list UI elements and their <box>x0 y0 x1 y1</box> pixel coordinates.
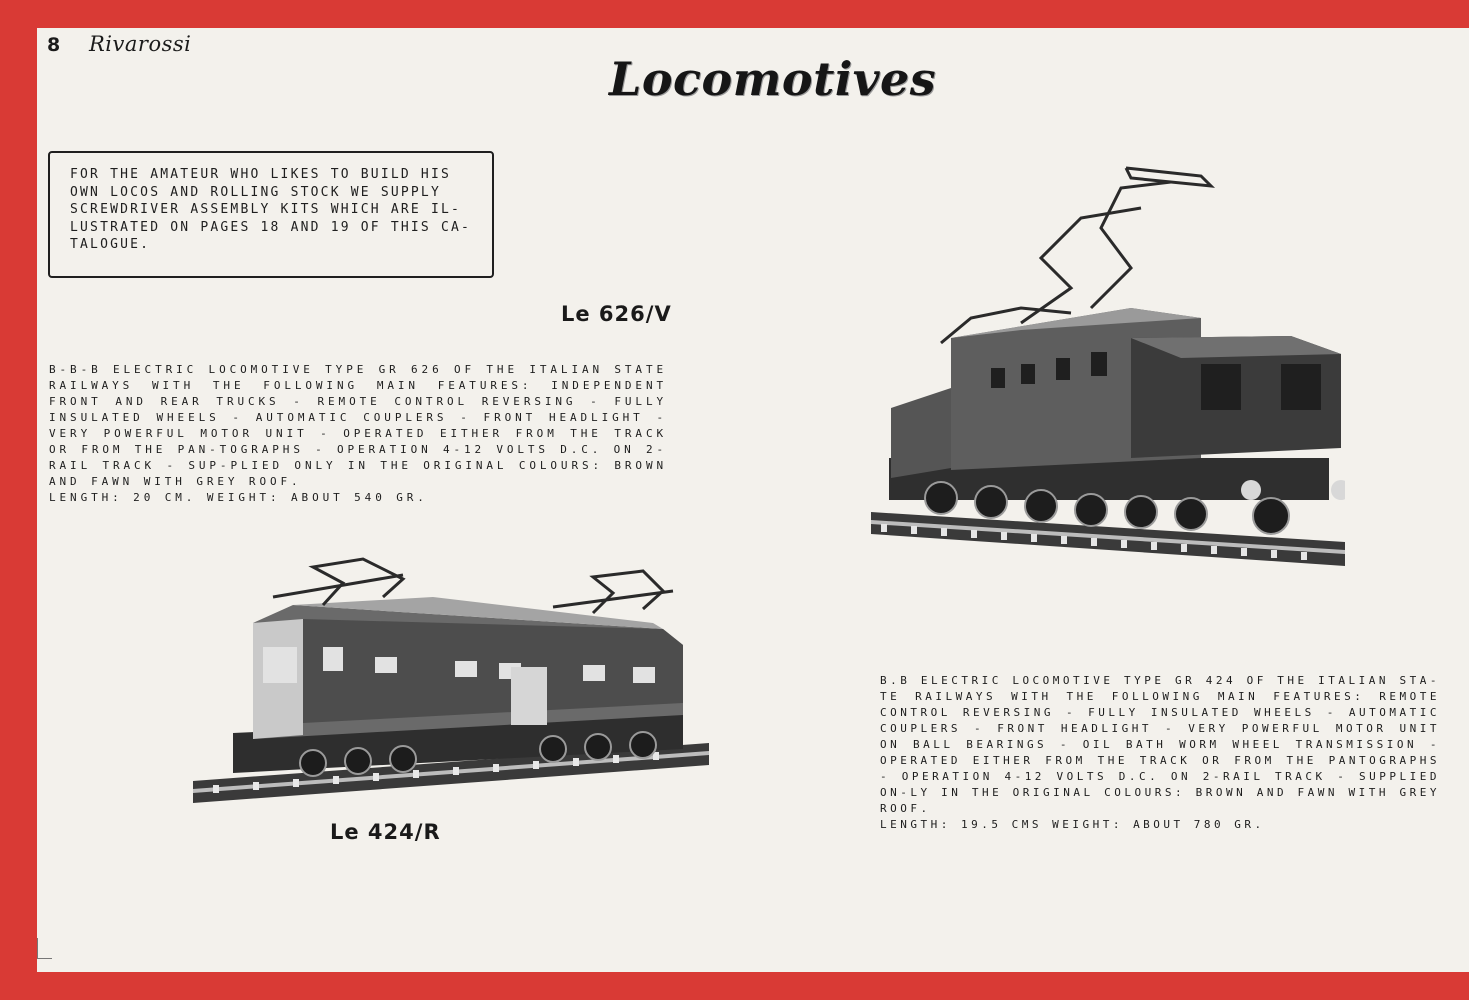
notice-line: LUSTRATED ON PAGES 18 AND 19 OF THIS CA- <box>70 219 472 235</box>
le626-locomotive-photo <box>871 158 1345 570</box>
model-label-le424: Le 424/R <box>330 820 441 844</box>
description-le424 <box>880 673 1440 833</box>
description-le626 <box>49 362 667 506</box>
kit-notice-box <box>48 151 494 278</box>
model-label-le626: Le 626/V <box>561 302 672 326</box>
specs-text: LENGTH: 19.5 CMS WEIGHT: ABOUT 780 GR. <box>880 818 1265 831</box>
specs-text: LENGTH: 20 CM. WEIGHT: ABOUT 540 GR. <box>49 491 428 504</box>
description-text: B-B-B ELECTRIC LOCOMOTIVE TYPE GR 626 OF THE ITALIAN STATE RAILWAYS WITH THE FOLLOWING MAIN FEATURES: INDEPENDENT FRONT AND REAR TRUCKS - REMOTE CONTROL REVERSING - FULLY INSULATED WHEELS - AUTOMATIC COUPLERS - FRONT HEADLIGHT - VERY POWERFUL MOTOR UNIT - OPERATED EITHER FROM THE TRACK OR FROM THE PAN-TOGRAPHS - OPERATION 4-12 VOLTS D.C. ON 2-RAIL TRACK - SUP-PLIED ONLY IN THE ORIGINAL COLOURS: BROWN AND FAWN WITH GREY ROOF. <box>49 363 667 488</box>
description-text: B.B ELECTRIC LOCOMOTIVE TYPE GR 424 OF THE ITALIAN STA-TE RAILWAYS WITH THE FOLLOWING MAIN FEATURES: REMOTE CONTROL REVERSING - FULLY INSULATED WHEELS - AUTOMATIC COUPLERS - FRONT HEADLIGHT - VERY POWERFUL MOTOR UNIT ON BALL BEARINGS - OIL BATH WORM WHEEL TRANSMISSION - OPERATED EITHER FROM THE TRACK OR FROM THE PANTOGRAPHS - OPERATION 4-12 VOLTS D.C. ON 2-RAIL TRACK - SUPPLIED ON-LY IN THE ORIGINAL COLOURS: BROWN AND FAWN WITH GREY ROOF. <box>880 674 1440 815</box>
notice-line: OWN LOCOS AND ROLLING STOCK WE SUPPLY <box>70 184 441 200</box>
catalogue-page <box>37 28 1469 972</box>
brand-logo: Rivarossi <box>89 32 192 56</box>
notice-line: TALOGUE. <box>70 237 151 253</box>
le424-locomotive-photo <box>193 553 709 807</box>
crop-mark <box>37 938 52 959</box>
page-title: Locomotives <box>609 52 937 106</box>
notice-line: FOR THE AMATEUR WHO LIKES TO BUILD HIS <box>70 167 452 182</box>
notice-line: SCREWDRIVER ASSEMBLY KITS WHICH ARE IL- <box>70 202 462 218</box>
page-number: 8 <box>47 34 61 56</box>
